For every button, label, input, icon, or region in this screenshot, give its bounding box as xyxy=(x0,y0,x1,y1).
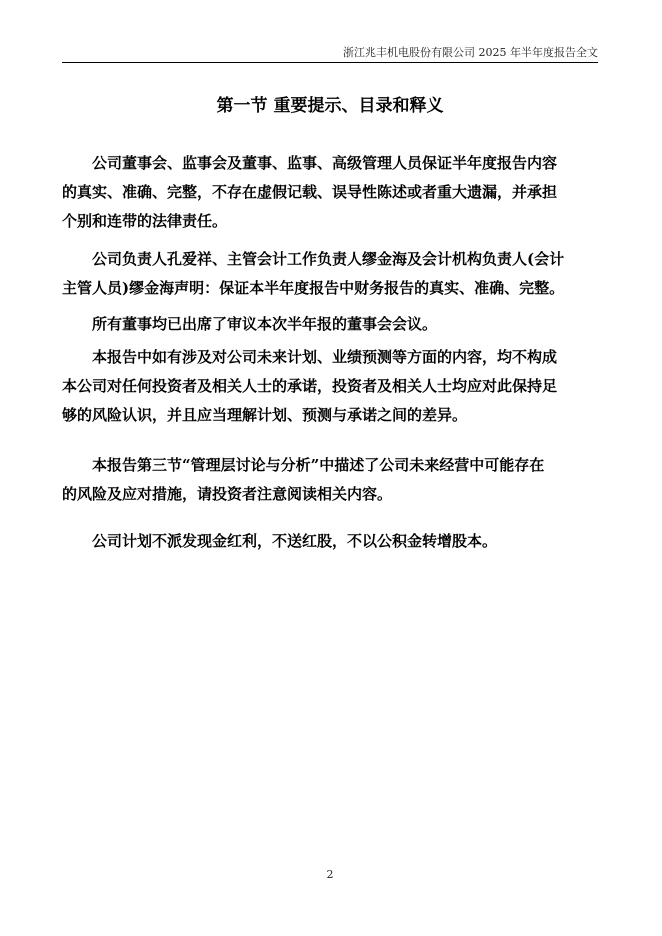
paragraph-1 xyxy=(62,149,598,236)
section-title: 第一节 重要提示、目录和释义 xyxy=(216,96,444,116)
paragraph-5 xyxy=(62,451,598,509)
paragraph-line: 本报告第三节“管理层讨论与分析”中描述了公司未来经营中可能存在 xyxy=(92,456,545,474)
paragraph-2 xyxy=(62,245,598,303)
paragraph-line: 的真实、准确、完整，不存在虚假记载、误导性陈述或者重大遗漏，并承担 xyxy=(62,183,558,201)
page-header-rule xyxy=(62,62,598,63)
paragraph-line: 个别和连带的法律责任。 xyxy=(62,212,228,230)
paragraph-6 xyxy=(62,527,598,556)
paragraph-line: 公司负责人孔爱祥、主管会计工作负责人缪金海及会计机构负责人(会计 xyxy=(92,250,565,268)
paragraph-3 xyxy=(62,310,598,339)
paragraph-line: 本公司对任何投资者及相关人士的承诺，投资者及相关人士均应对此保持足 xyxy=(62,377,558,395)
page-number: 2 xyxy=(326,868,334,881)
paragraph-line: 的风险及应对措施，请投资者注意阅读相关内容。 xyxy=(62,485,393,503)
paragraph-line: 公司董事会、监事会及董事、监事、高级管理人员保证半年度报告内容 xyxy=(92,154,558,172)
paragraph-4 xyxy=(62,343,598,430)
paragraph-line: 公司计划不派发现金红利，不送红股，不以公积金转增股本。 xyxy=(92,532,498,550)
paragraph-line: 本报告中如有涉及对公司未来计划、业绩预测等方面的内容，均不构成 xyxy=(92,348,558,366)
paragraph-line: 够的风险认识，并且应当理解计划、预测与承诺之间的差异。 xyxy=(62,406,468,424)
page-header-text: 浙江兆丰机电股份有限公司 2025 年半年度报告全文 xyxy=(343,46,598,59)
paragraph-line: 所有董事均已出席了审议本次半年报的董事会会议。 xyxy=(92,315,438,333)
paragraph-line: 主管人员)缪金海声明：保证本半年度报告中财务报告的真实、准确、完整。 xyxy=(62,279,565,297)
